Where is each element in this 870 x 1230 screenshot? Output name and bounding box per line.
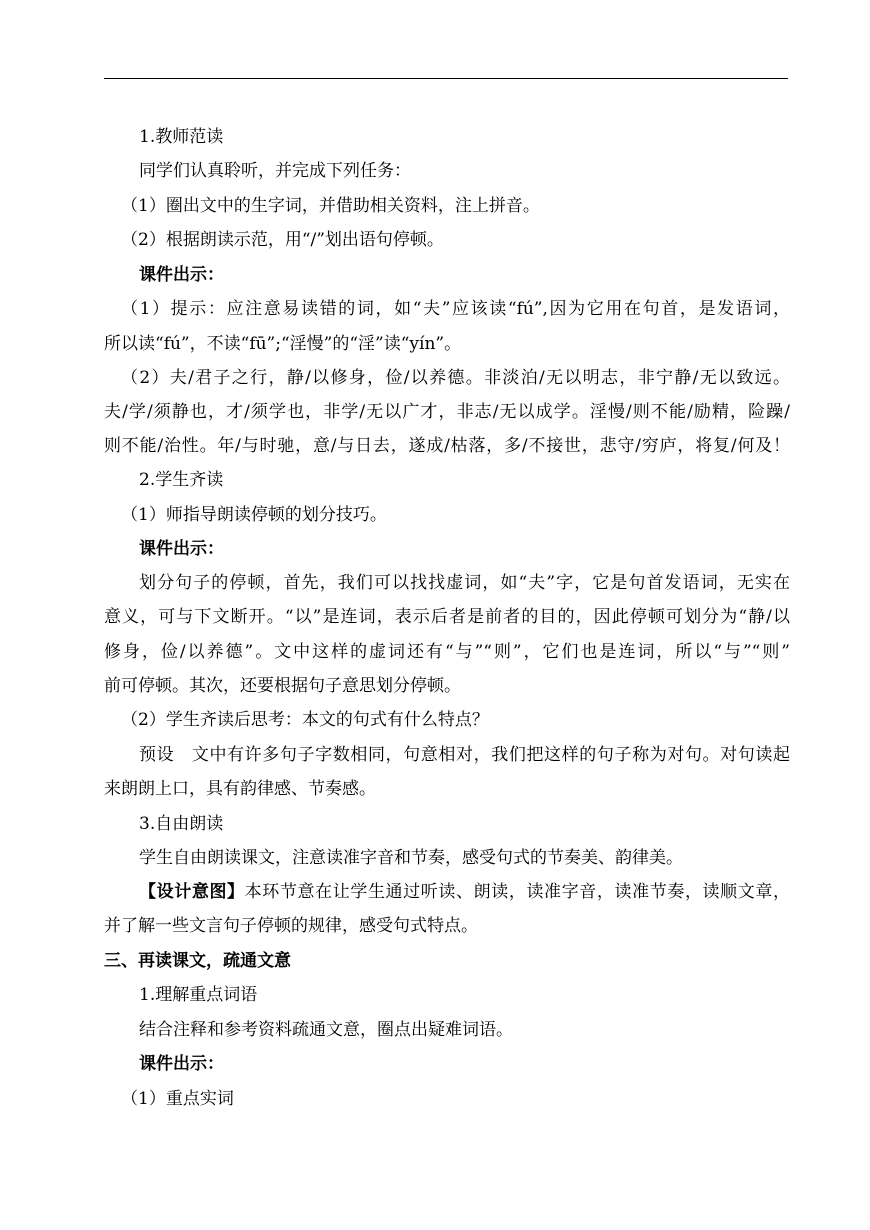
text-line: 所以读“fú”，不读“fū”;“淫慢”的“淫”读“yín”。 <box>104 334 462 354</box>
text-line: 预设 文中有许多句子字数相同，句意相对，我们把这样的句子称为对句。对句读起 <box>139 745 790 765</box>
section-label: 课件出示： <box>139 539 224 559</box>
text-line: 结合注释和参考资料疏通文意，圈点出疑难词语。 <box>139 1020 513 1040</box>
section-label: 课件出示： <box>139 265 224 285</box>
text-line: （2）学生齐读后思考：本文的句式有什么特点？ <box>121 710 489 730</box>
text-line <box>139 875 790 909</box>
text-line: 1.教师范读 <box>139 127 224 147</box>
text-line: 则不能/治性。年/与时驰，意/与日去，遂成/枯落，多/不接世，悲守/穷庐，将复/何及！ <box>104 436 790 456</box>
text-line: （1）重点实词 <box>121 1089 234 1109</box>
text-line: 1.理解重点词语 <box>139 985 258 1005</box>
section-label: 三、再读课文，疏通文意 <box>104 951 291 971</box>
section-label: 课件出示： <box>139 1054 224 1074</box>
text-line: （2）根据朗读示范，用“/”划出语句停顿。 <box>121 230 444 250</box>
text-line: 前可停顿。其次，还要根据句子意思划分停顿。 <box>104 676 461 696</box>
text-line: （1）师指导朗读停顿的划分技巧。 <box>121 505 387 525</box>
text-line: 2.学生齐读 <box>139 470 224 490</box>
text-line: 3.自由朗读 <box>139 814 224 834</box>
text-line: （1）提示：应注意易读错的词，如“夫”应该读“fú”,因为它用在句首，是发语词， <box>121 299 790 319</box>
text-line: 学生自由朗读课文，注意读准字音和节奏，感受句式的节奏美、韵律美。 <box>139 848 683 868</box>
text-line: （2）夫/君子之行，静/以修身，俭/以养德。非淡泊/无以明志，非宁静/无以致远。 <box>121 368 790 388</box>
text-line: 来朗朗上口，具有韵律感、节奏感。 <box>104 779 376 799</box>
text-line: （1）圈出文中的生字词，并借助相关资料，注上拼音。 <box>121 196 540 216</box>
text-line: 划分句子的停顿，首先，我们可以找找虚词，如“夫”字，它是句首发语词，无实在 <box>139 573 790 593</box>
text-line: 并了解一些文言句子停顿的规律，感受句式特点。 <box>104 916 478 936</box>
header-rule <box>104 78 788 79</box>
text-line: 修身，俭/以养德”。文中这样的虚词还有“与”“则”，它们也是连词，所以“与”“则” <box>104 642 790 662</box>
text-line: 意义，可与下文断开。“以”是连词，表示后者是前者的目的，因此停顿可划分为“静/以 <box>104 607 790 627</box>
design-intent-text: 本环节意在让学生通过听读、朗读，读准字音，读准节奏，读顺文章， <box>244 882 791 902</box>
design-intent-label: 【设计意图】 <box>139 882 245 902</box>
text-line: 夫/学/须静也，才/须学也，非学/无以广才，非志/无以成学。淫慢/则不能/励精，险躁/ <box>104 402 790 422</box>
text-line: 同学们认真聆听，并完成下列任务： <box>139 161 411 181</box>
